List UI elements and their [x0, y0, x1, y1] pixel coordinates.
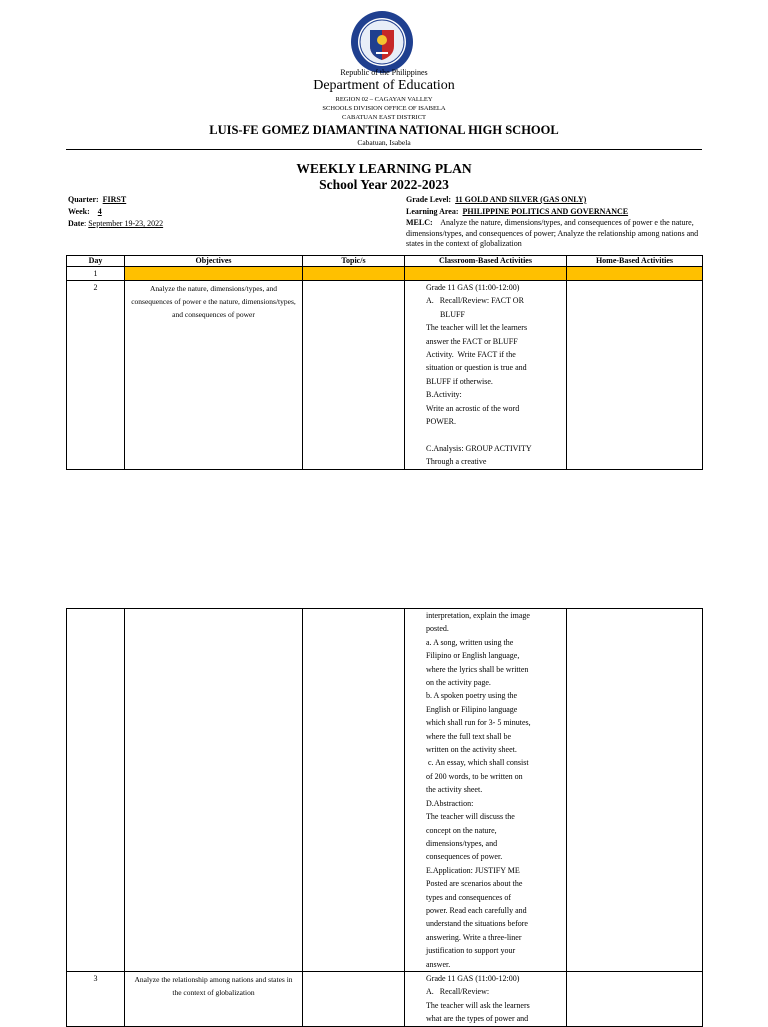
activity-line: The teacher will let the learners — [426, 323, 528, 333]
day-cell — [67, 609, 125, 972]
activity-line: B.Activity: — [426, 390, 462, 400]
week-value: 4 — [97, 207, 102, 216]
activity-line: on the activity page. — [426, 678, 491, 688]
week-label: Week: — [68, 207, 90, 216]
plan-info: Quarter: FIRST Grade Level: 11 GOLD AND SILVER (GAS ONLY) Week: 4 Learning Area: PHILIPPINE POLITICS AND GOVERNANCE Date: September 19-23, 2022 MELC: Analyze the nature, dimensions/types, and consequences of power e the nature, dimensions/types, and consequences of power; Analyze the relationship among nations and states in the context of globalization — [68, 195, 699, 248]
objective-cell — [125, 609, 303, 972]
activity-line: of 200 words, to be written on — [426, 771, 523, 781]
department-name: Department of Education — [313, 78, 455, 93]
activity-line: BLUFF if otherwise. — [426, 376, 493, 386]
activity-line: concept on the nature, — [426, 825, 497, 835]
table-row — [67, 267, 703, 281]
school-name: LUIS-FE GOMEZ DIAMANTINA NATIONAL HIGH SCHOOL — [209, 123, 559, 137]
region-line: REGION 02 – CAGAYAN VALLEY — [335, 96, 433, 103]
col-classroom-activities: Classroom-Based Activities — [405, 256, 567, 267]
quarter-value: FIRST — [102, 195, 127, 204]
activity-line: consequences of power. — [426, 852, 503, 862]
topic-cell — [303, 267, 405, 281]
classroom-cell — [405, 971, 567, 1026]
activity-line: justification to support your — [426, 946, 516, 956]
activity-line: The teacher will ask the learners — [426, 1000, 530, 1010]
classroom-cell — [405, 281, 567, 470]
plan-table — [66, 255, 703, 470]
activity-line: Through a creative — [426, 457, 487, 467]
date-value: September 19-23, 2022 — [88, 219, 164, 228]
table-row — [67, 971, 703, 1026]
school-year: School Year 2022-2023 — [319, 177, 449, 192]
activity-line: which shall run for 3- 5 minutes, — [426, 718, 531, 728]
activity-line: interpretation, explain the image — [426, 611, 530, 620]
activity-line: dimensions/types, and — [426, 838, 498, 848]
melc-label: MELC: — [406, 218, 433, 227]
division-line: SCHOOLS DIVISION OFFICE OF ISABELA — [322, 105, 446, 112]
plan-table-continued — [66, 608, 703, 1027]
quarter-label: Quarter: — [68, 195, 99, 204]
activity-line: a. A song, written using the — [426, 637, 514, 647]
district-line: CABATUAN EAST DISTRICT — [341, 114, 427, 121]
col-topics: Topic/s — [303, 256, 405, 267]
activity-line: posted. — [426, 624, 449, 634]
activity-line: Activity. Write FACT if the — [426, 350, 516, 360]
classroom-cell — [405, 609, 567, 972]
topic-cell — [303, 281, 405, 470]
table-header-row — [67, 256, 703, 267]
activity-line: Grade 11 GAS (11:00-12:00) — [426, 973, 520, 983]
republic-line: Republic of the Philippines — [340, 68, 428, 77]
header-divider — [66, 149, 702, 150]
objective-cell: Analyze the nature, dimensions/types, and consequences of power e the nature, dimensions/types, and consequences of power — [125, 281, 303, 470]
activity-line: understand the situations before — [426, 919, 528, 929]
activity-line: power. Read each carefully and — [426, 905, 527, 915]
topic-cell — [303, 609, 405, 972]
activity-line — [426, 428, 566, 441]
activity-line: A. Recall/Review: FACT OR — [426, 296, 524, 306]
col-home-activities: Home-Based Activities — [567, 256, 703, 267]
col-objectives: Objectives — [125, 256, 303, 267]
activity-line: English or Filipino language — [426, 704, 518, 714]
table-row — [67, 609, 703, 972]
activity-line: answer the FACT or BLUFF — [426, 336, 518, 346]
date-label: Date — [68, 219, 84, 228]
activity-line: Write an acrostic of the word — [426, 403, 520, 413]
day-cell: 2 — [67, 281, 125, 470]
activity-line: POWER. — [426, 417, 456, 427]
activity-line: E.Application: JUSTIFY ME — [426, 865, 520, 875]
activity-line: types and consequences of — [426, 892, 512, 902]
activity-line: The teacher will discuss the — [426, 812, 515, 822]
topic-cell — [303, 971, 405, 1026]
col-day: Day — [67, 256, 125, 267]
activity-line: Filipino or English language, — [426, 651, 520, 661]
area-label: Learning Area: — [406, 207, 459, 216]
activity-line: written on the activity sheet. — [426, 745, 517, 755]
activity-line: where the lyrics shall be written — [426, 664, 529, 674]
activity-line: c. An essay, which shall consist — [426, 758, 529, 768]
activity-line: A. Recall/Review: — [426, 987, 490, 997]
grade-label: Grade Level: — [406, 195, 452, 204]
area-value: PHILIPPINE POLITICS AND GOVERNANCE — [462, 207, 629, 216]
table-row — [67, 281, 703, 470]
day-cell: 1 — [67, 267, 125, 281]
objective-cell: Analyze the relationship among nations and states in the context of globalization — [125, 971, 303, 1026]
activity-line: situation or question is true and — [426, 363, 527, 373]
activity-line: Grade 11 GAS (11:00-12:00) — [426, 283, 520, 292]
activity-line: answer. — [426, 959, 451, 969]
home-cell — [567, 267, 703, 281]
deped-seal-logo — [350, 10, 414, 74]
home-cell — [567, 609, 703, 972]
activity-line: answering. Write a three-liner — [426, 932, 522, 942]
home-cell — [567, 281, 703, 470]
activity-line: where the full text shall be — [426, 731, 512, 741]
classroom-cell — [405, 267, 567, 281]
melc-text: Analyze the nature, dimensions/types, and consequences of power e the nature, dimensions/types, and consequences of power; Analyze the relationship among nations and states in the context of globalization — [406, 218, 699, 248]
activity-line: D.Abstraction: — [426, 798, 474, 808]
activity-line: what are the types of power and — [426, 1014, 529, 1024]
grade-value: 11 GOLD AND SILVER (GAS ONLY) — [455, 195, 587, 204]
activity-line: BLUFF — [426, 309, 465, 319]
activity-line: the activity sheet. — [426, 785, 483, 795]
objective-cell — [125, 267, 303, 281]
day-cell: 3 — [67, 971, 125, 1026]
activity-line: C.Analysis: GROUP ACTIVITY — [426, 443, 532, 453]
activity-line: b. A spoken poetry using the — [426, 691, 518, 701]
home-cell — [567, 971, 703, 1026]
plan-title: WEEKLY LEARNING PLAN — [296, 161, 472, 176]
school-location: Cabatuan, Isabela — [357, 138, 411, 147]
activity-line: Posted are scenarios about the — [426, 879, 523, 889]
